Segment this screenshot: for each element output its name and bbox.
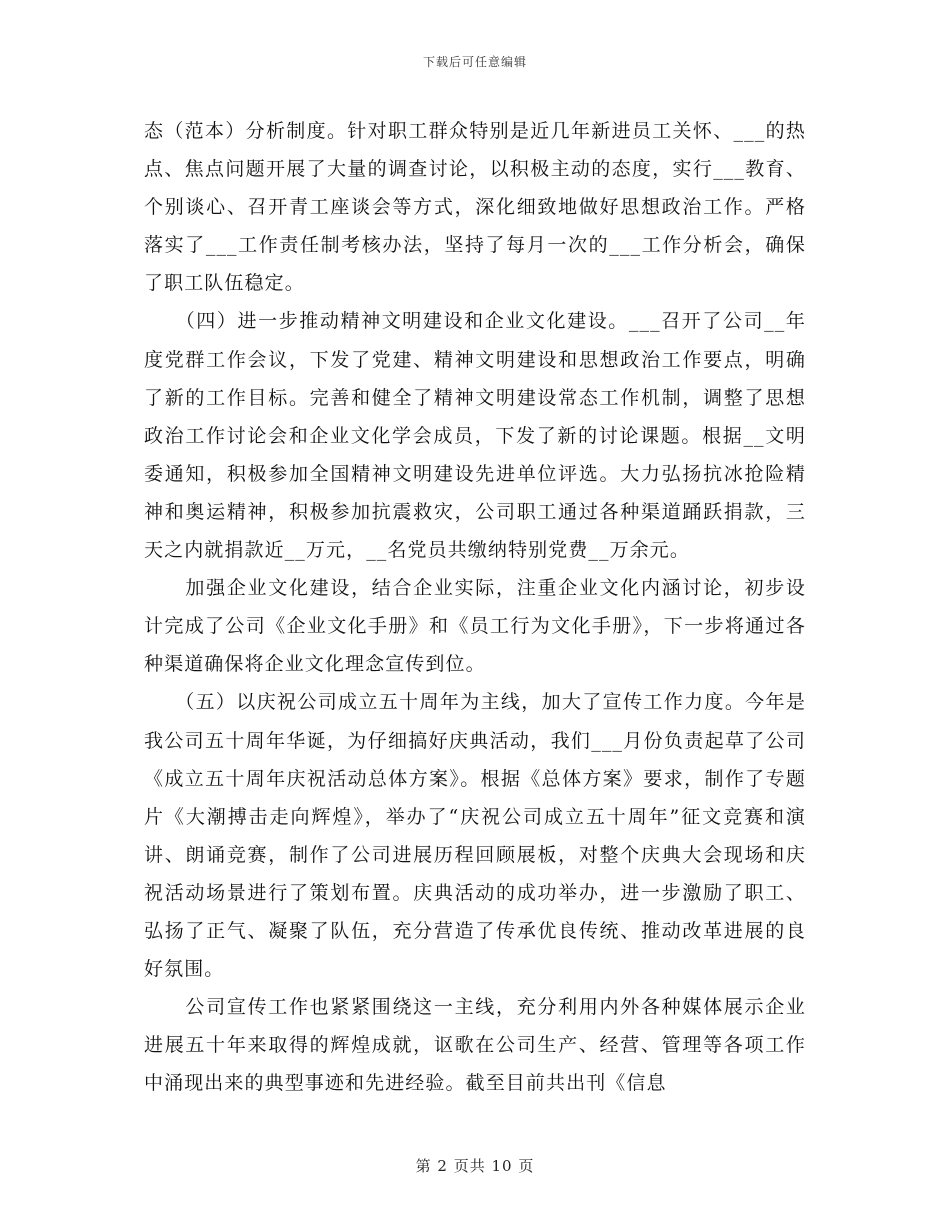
paragraph-2: （四）进一步推动精神文明建设和企业文化建设。___召开了公司__年度党群工作会议，下发了党建、精神文明建设和思想政治工作要点，明确了新的工作目标。完善和健全了精神文明建设常态工作机制，调整了思想政治工作讨论会和企业文化学会成员，下发了新的讨论课题。根据__文明委通知，积极参加全国精神文明建设先进单位评选。大力弘扬抗冰抢险精神和奥运精神，积极参加抗震救灾，公司职工通过各种渠道踊跃捐款，三天之内就捐款近__万元，__名党员共缴纳特别党费__万余元。 [144, 310, 806, 562]
paragraph-4: （五）以庆祝公司成立五十周年为主线，加大了宣传工作力度。今年是我公司五十周年华诞，为仔细搞好庆典活动，我们___月份负责起草了公司《成立五十周年庆祝活动总体方案》。根据《总体方案》要求，制作了专题片《大潮搏击走向辉煌》，举办了“庆祝公司成立五十周年”征文竞赛和演讲、朗诵竞赛，制作了公司进展历程回顾展板，对整个庆典大会现场和庆祝活动场景进行了策划布置。庆典活动的成功举办，进一步激励了职工、弘扬了正气、凝聚了队伍，充分营造了传承优良传统、推动改革进展的良好氛围。 [144, 691, 806, 981]
paragraph-3: 加强企业文化建设，结合企业实际，注重企业文化内涵讨论，初步设计完成了公司《企业文化手册》和《员工行为文化手册》，下一步将通过各种渠道确保将企业文化理念宣传到位。 [144, 577, 806, 676]
document-body [144, 112, 806, 1102]
paragraph-1: 态（范本）分析制度。针对职工群众特别是近几年新进员工关怀、___的热点、焦点问题开展了大量的调查讨论，以积极主动的态度，实行___教育、个别谈心、召开青工座谈会等方式，深化细致地做好思想政治工作。严格落实了___工作责任制考核办法，坚持了每月一次的___工作分析会，确保了职工队伍稳定。 [144, 120, 806, 295]
paragraph-5: 公司宣传工作也紧紧围绕这一主线，充分利用内外各种媒体展示企业进展五十年来取得的辉煌成就，讴歌在公司生产、经营、管理等各项工作中涌现出来的典型事迹和先进经验。截至目前共出刊《信息 [144, 996, 806, 1095]
page-footer: 第 2 页共 10 页 [415, 1157, 535, 1175]
page-header: 下载后可任意编辑 [422, 55, 527, 69]
